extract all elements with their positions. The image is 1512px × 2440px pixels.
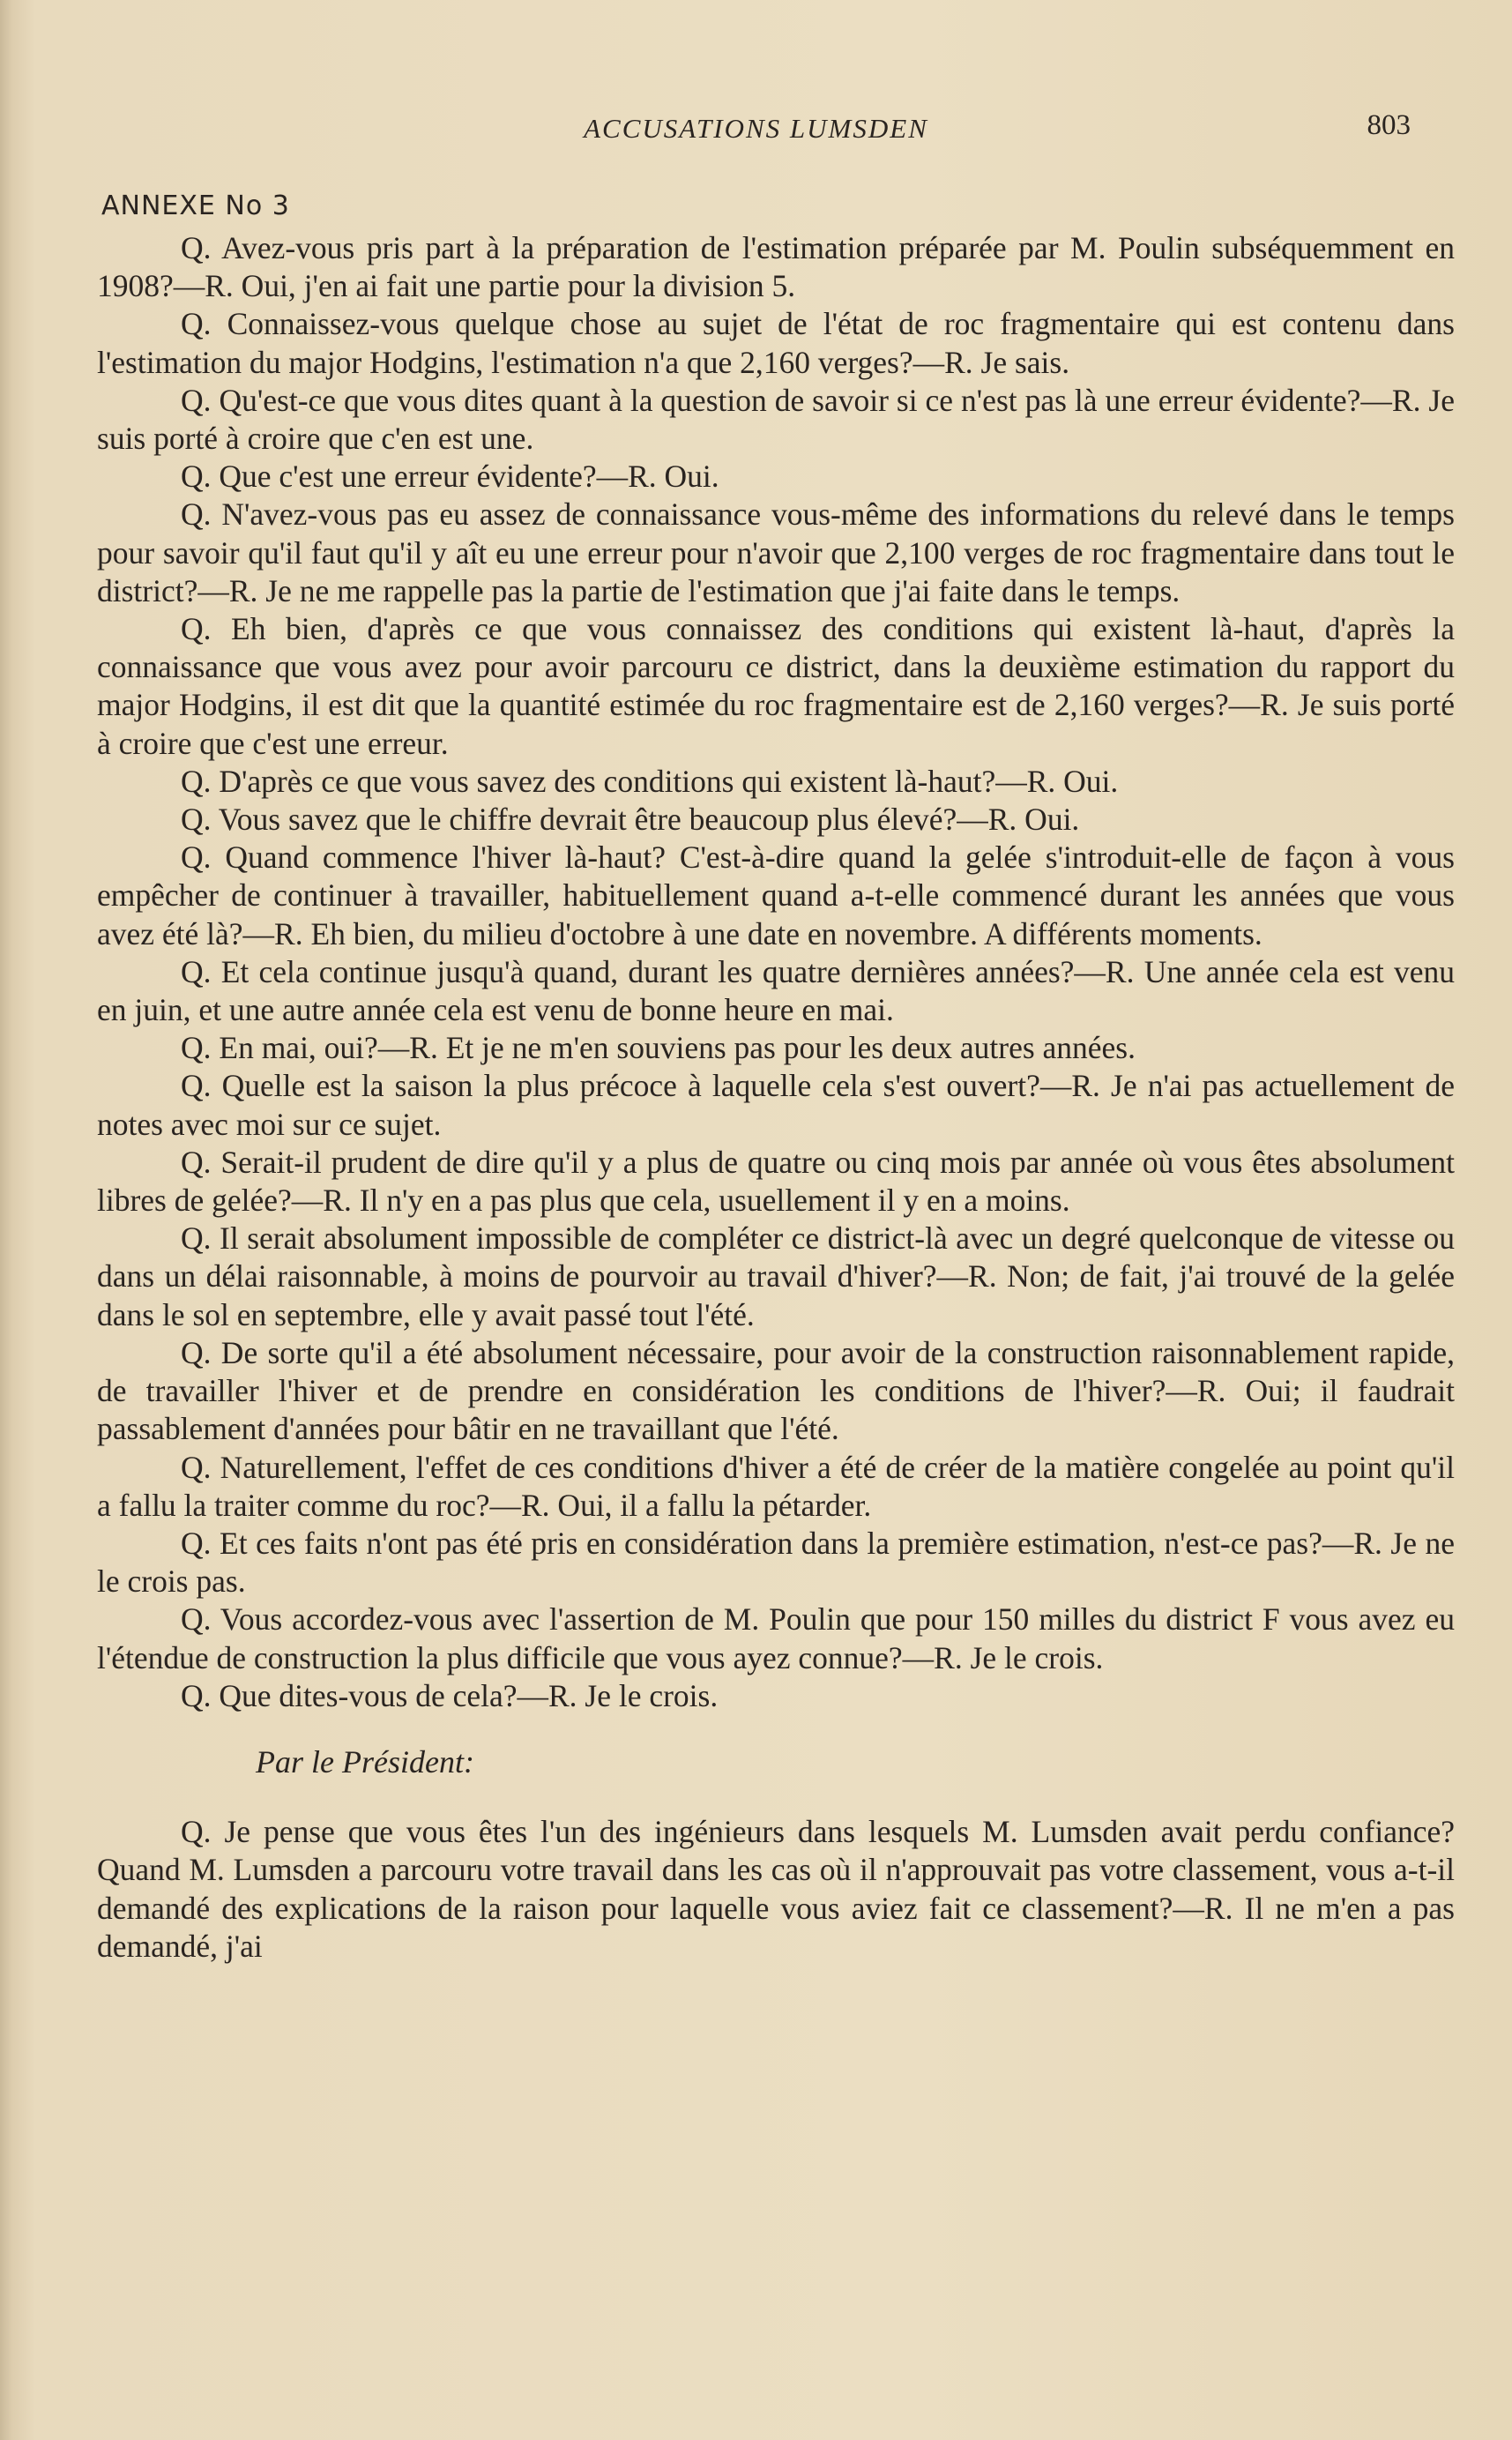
- qa-paragraph: Q. D'après ce que vous savez des conditions qui existent là-haut?—R. Oui.: [181, 763, 1119, 799]
- qa-paragraph: Q. Et cela continue jusqu'à quand, durant les quatre dernières années?—R. Une année cela est venu en juin, et une autre année cela est venu de bonne heure en mai.: [97, 953, 1455, 1028]
- qa-paragraph: Q. Connaissez-vous quelque chose au sujet de l'état de roc fragmentaire qui est contenu dans l'estimation du major Hodgins, l'estimation n'a que 2,160 verges?—R. Je sais.: [97, 306, 1455, 380]
- qa-paragraph: Q. De sorte qu'il a été absolument nécessaire, pour avoir de la construction raisonnablement rapide, de travailler l'hiver et de prendre en considération les conditions de l'hiver?—R. Oui; il faudrait passablement d'années pour bâtir en ne travaillant que l'été.: [97, 1334, 1455, 1447]
- qa-paragraph: Q. Quelle est la saison la plus précoce à laquelle cela s'est ouvert?—R. Je n'ai pas actuellement de notes avec moi sur ce sujet.: [97, 1068, 1455, 1142]
- qa-paragraph: Q. Serait-il prudent de dire qu'il y a plus de quatre ou cinq mois par année où vous êtes absolument libres de gelée?—R. Il n'y en a pas plus que cela, usuellement il y en a moins.: [97, 1144, 1455, 1219]
- qa-paragraph: Q. Quand commence l'hiver là-haut? C'est-à-dire quand la gelée s'introduit-elle de façon à vous empêcher de continuer à travailler, habituellement quand a-t-elle commencé durant les années que vous avez été là?—R. Eh bien, du milieu d'octobre à une date en novembre. A différents moments.: [97, 839, 1455, 951]
- document-body: [97, 229, 1455, 1966]
- running-title: ACCUSATIONS LUMSDEN: [584, 113, 928, 144]
- qa-paragraph: Q. N'avez-vous pas eu assez de connaissance vous-même des informations du relevé dans le temps pour savoir qu'il faut qu'il y aît eu une erreur pour n'avoir que 2,100 verges de roc fragmentaire dans tout le district?—R. Je ne me rappelle pas la partie de l'estimation que j'ai faite dans le temps.: [97, 496, 1455, 608]
- qa-paragraph: Q. Que dites-vous de cela?—R. Je le crois.: [181, 1677, 719, 1713]
- qa-paragraph: Q. En mai, oui?—R. Et je ne m'en souviens pas pour les deux autres années.: [181, 1030, 1136, 1066]
- qa-paragraph: Q. Vous accordez-vous avec l'assertion de M. Poulin que pour 150 milles du district F vous avez eu l'étendue de construction la plus difficile que vous ayez connue?—R. Je le crois.: [97, 1601, 1455, 1675]
- qa-paragraph: Q. Qu'est-ce que vous dites quant à la question de savoir si ce n'est pas là une erreur évidente?—R. Je suis porté à croire que c'en est une.: [97, 382, 1455, 457]
- qa-paragraph: Q. Et ces faits n'ont pas été pris en considération dans la première estimation, n'est-ce pas?—R. Je ne le crois pas.: [97, 1525, 1455, 1600]
- qa-paragraph: Q. Que c'est une erreur évidente?—R. Oui.: [181, 459, 719, 495]
- qa-paragraph: Q. Naturellement, l'effet de ces conditions d'hiver a été de créer de la matière congelée au point qu'il a fallu la traiter comme du roc?—R. Oui, il a fallu la pétarder.: [97, 1449, 1455, 1523]
- page-number: 803: [1367, 109, 1411, 141]
- qa-paragraph: Q. Il serait absolument impossible de compléter ce district-là avec un degré quelconque de vitesse ou dans un délai raisonnable, à moins de pourvoir au travail d'hiver?—R. Non; de fait, j'ai trouvé de la gelée dans le sol en septembre, elle y avait passé tout l'été.: [97, 1220, 1455, 1332]
- qa-paragraph: Q. Eh bien, d'après ce que vous connaissez des conditions qui existent là-haut, d'après la connaissance que vous avez pour avoir parcouru ce district, dans la deuxième estimation du rapport du major Hodgins, il est dit que la quantité estimée du roc fragmentaire est de 2,160 verges?—R. Je suis porté à croire que c'est une erreur.: [97, 611, 1455, 761]
- annex-label: ANNEXE No 3: [101, 190, 290, 221]
- qa-paragraph: Q. Avez-vous pris part à la préparation de l'estimation préparée par M. Poulin subséquemment en 1908?—R. Oui, j'en ai fait une partie pour la division 5.: [97, 230, 1455, 304]
- section-heading: Par le Président:: [256, 1743, 474, 1780]
- qa-paragraph: Q. Vous savez que le chiffre devrait être beaucoup plus élevé?—R. Oui.: [181, 802, 1080, 838]
- page-header: [0, 104, 1512, 157]
- qa-paragraph-final: Q. Je pense que vous êtes l'un des ingénieurs dans lesquels M. Lumsden avait perdu confiance? Quand M. Lumsden a parcouru votre travail dans les cas où il n'approuvait pas votre classement, vous a-t-il demandé des explications de la raison pour laquelle vous aviez fait ce classement?—R. Il ne m'en a pas demandé, j'ai: [97, 1814, 1455, 1964]
